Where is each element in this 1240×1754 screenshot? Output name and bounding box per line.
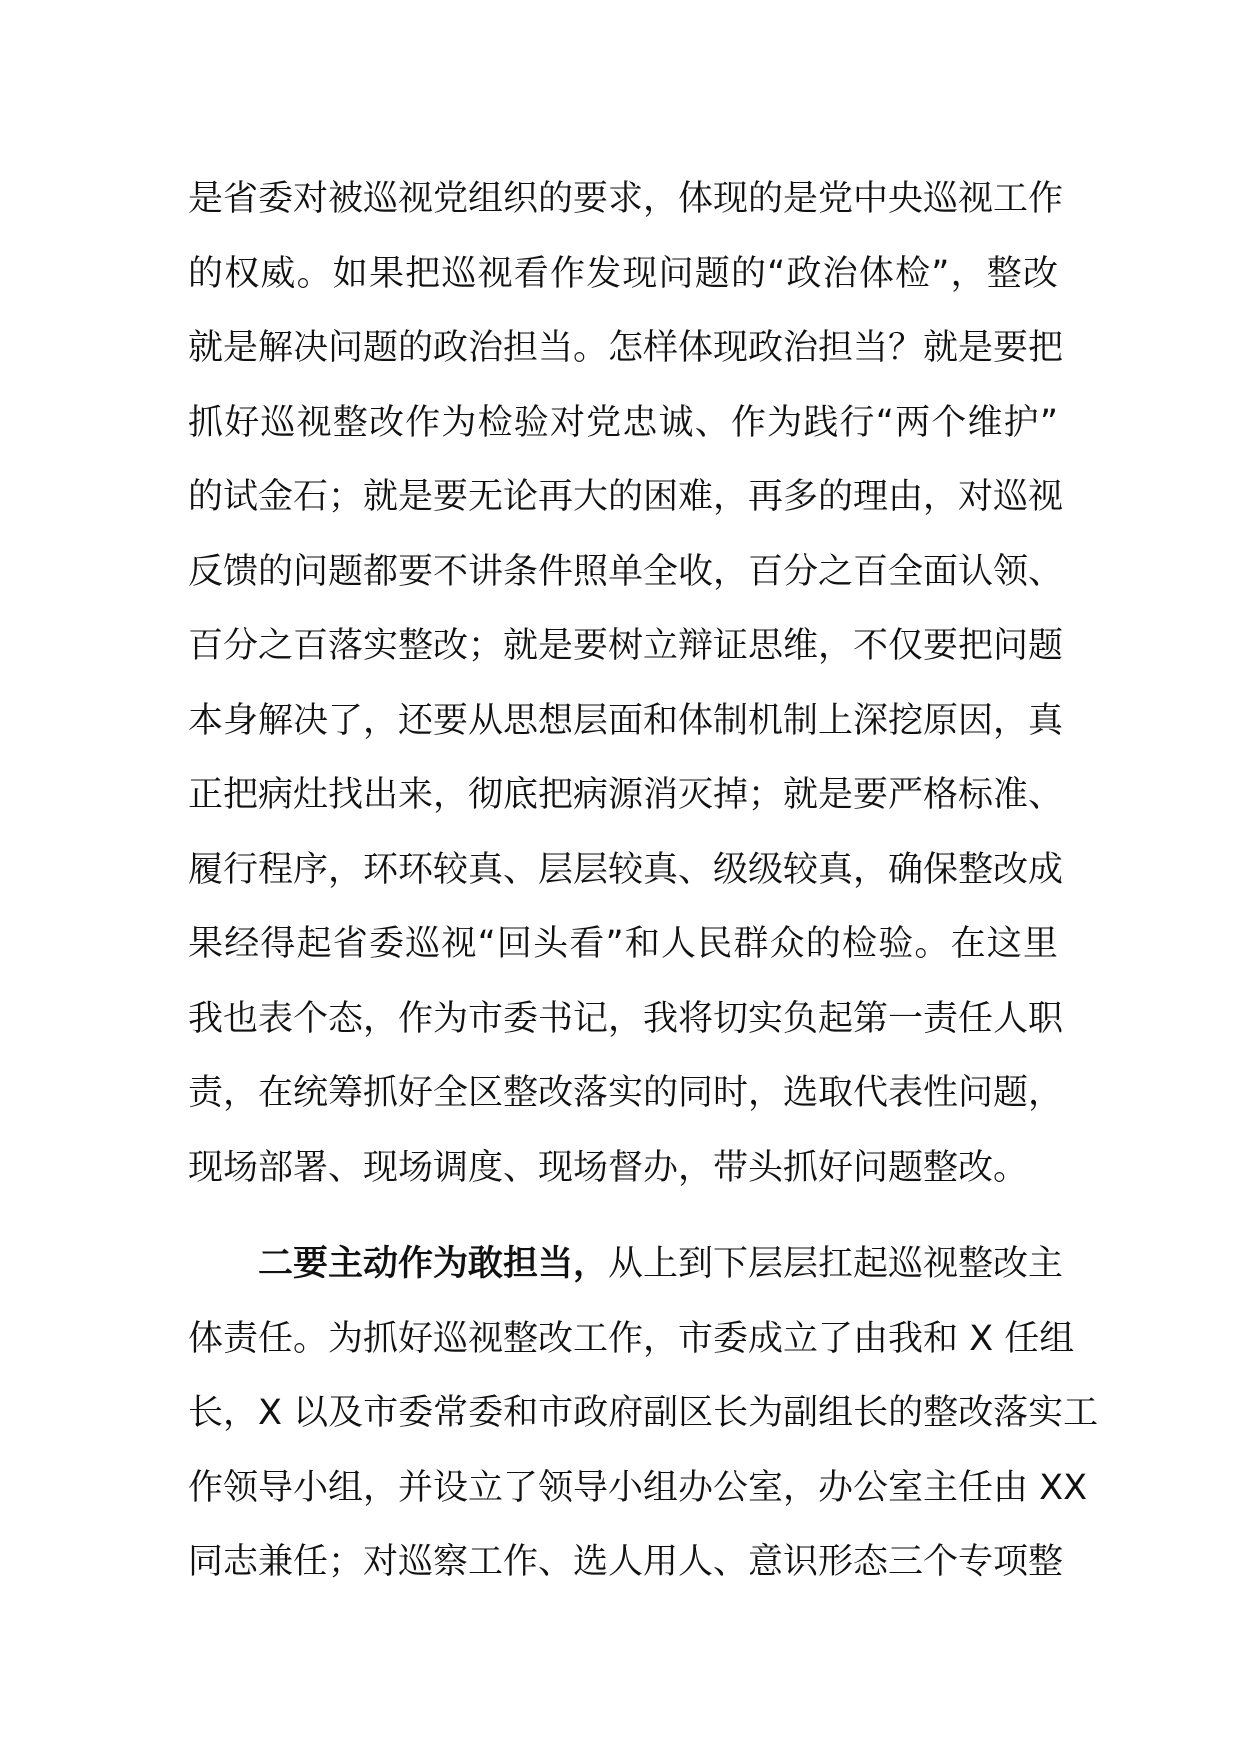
body-text	[188, 162, 1099, 1600]
text-line: 现场部署、现场调度、现场督办，带头抓好问题整改。	[188, 1147, 1029, 1188]
text-line: 果经得起省委巡视“回头看”和人民群众的检验。在这里	[188, 924, 1058, 964]
text-line: 同志兼任；对巡察工作、选人用人、意识形态三个专项整	[188, 1542, 1064, 1582]
text-line: 的权威。如果把巡视看作发现问题的“政治体检”，整改	[188, 253, 1058, 294]
text-line: 履行程序，环环较真、层层较真、级级较真，确保整改成	[188, 849, 1064, 890]
paragraph-heading: 二要主动作为敢担当，	[258, 1244, 609, 1284]
paragraph-2	[188, 1227, 1099, 1600]
text-line: 长，X 以及市委常委和市政府副区长为副组长的整改落实工	[188, 1393, 1099, 1433]
text-line: 本身解决了，还要从思想层面和体制机制上深挖原因，真	[188, 700, 1064, 741]
text-line: 的试金石；就是要无论再大的困难，再多的理由，对巡视	[188, 477, 1064, 517]
text-run: 从上到下层层扛起巡视整改主	[608, 1244, 1064, 1284]
first-line	[188, 1227, 1064, 1302]
paragraph-1	[188, 162, 1064, 1205]
text-line: 正把病灶找出来，彻底把病源消灭掉；就是要严格标准、	[188, 775, 1064, 815]
text-line: 百分之百落实整改；就是要树立辩证思维，不仅要把问题	[188, 626, 1064, 666]
text-line: 是省委对被巡视党组织的要求，体现的是党中央巡视工作	[188, 179, 1064, 219]
text-line: 作领导小组，并设立了领导小组办公室，办公室主任由 XX	[188, 1467, 1088, 1508]
text-line: 我也表个态，作为市委书记，我将切实负起第一责任人职	[188, 998, 1064, 1039]
paragraph-spacing	[188, 1205, 1058, 1227]
text-line: 反馈的问题都要不讲条件照单全收，百分之百全面认领、	[188, 551, 1064, 592]
text-line: 责，在统筹抓好全区整改落实的同时，选取代表性问题，	[188, 1073, 1064, 1113]
text-line: 体责任。为抓好巡视整改工作，市委成立了由我和 X 任组	[188, 1318, 1075, 1359]
text-line: 抓好巡视整改作为检验对党忠诚、作为践行“两个维护”	[188, 402, 1058, 443]
text-line: 就是解决问题的政治担当。怎样体现政治担当？就是要把	[188, 328, 1064, 368]
